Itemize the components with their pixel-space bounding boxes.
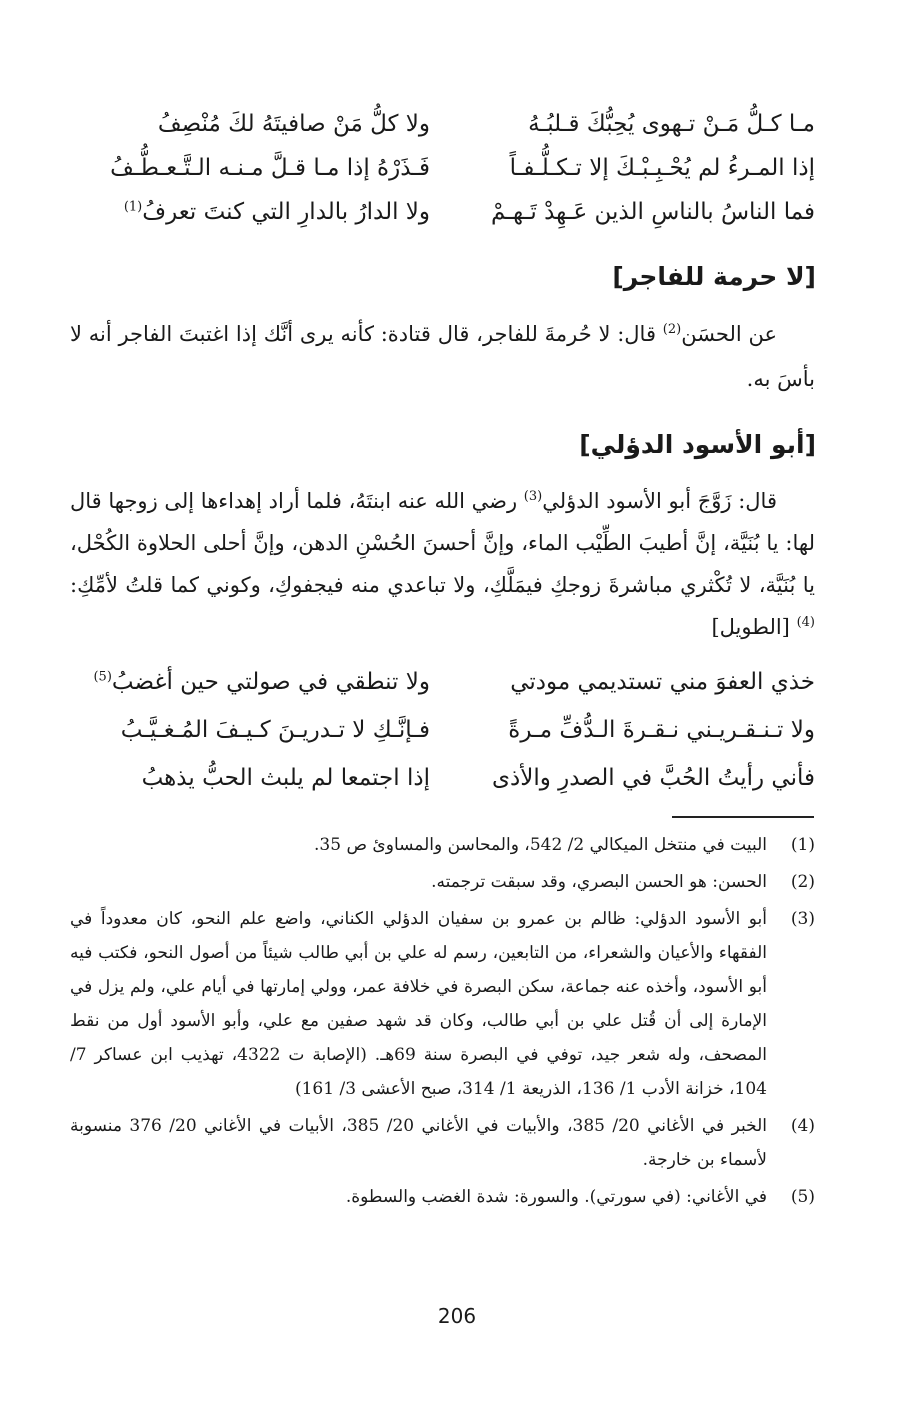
poem-block-2 <box>70 658 815 802</box>
footnote <box>70 828 815 862</box>
verse-second-hemistich <box>70 706 430 754</box>
footnote-marker: (1) <box>123 199 143 215</box>
footnote-marker: (3) <box>523 489 543 504</box>
footnote-text: الحسن: هو الحسن البصري، وقد سبقت ترجمته. <box>431 872 767 892</box>
paragraph-text: قال: لا حُرمةَ للفاجر، قال قتادة: كأنه يرى أنَّك إذا اغتبتَ الفاجر أنه لا بأسَ به. <box>70 322 815 391</box>
footnote-number: (1) <box>790 835 815 855</box>
footnote-number: (2) <box>790 872 815 892</box>
footnote <box>70 1109 815 1177</box>
verse <box>70 754 815 802</box>
hemistich-text: إذا اجتمعا لم يلبث الحبُّ يذهبُ <box>141 765 430 791</box>
verse <box>70 658 815 706</box>
verse-second-hemistich <box>70 102 430 146</box>
verse <box>70 706 815 754</box>
hemistich-text: ولا الدارُ بالدارِ التي كنتَ تعرفُ <box>142 199 430 225</box>
footnote <box>70 865 815 899</box>
verse <box>70 146 815 190</box>
hemistich-text: ولا كلُّ مَنْ صافيتَهُ لكَ مُنْصِفُ <box>157 111 430 137</box>
body-paragraph <box>70 480 815 648</box>
verse-second-hemistich <box>70 146 430 190</box>
footnotes <box>70 828 815 1217</box>
verse <box>70 102 815 146</box>
verse-second-hemistich <box>70 658 430 706</box>
footnote-text: البيت في منتخل الميكالي 2/ 542، والمحاسن والمساوئ ص 35. <box>314 835 767 855</box>
hemistich-text: فَـذَرْهُ إذا مـا قـلَّ مـنـه الـتَّـعـطُّـفُ <box>110 155 430 181</box>
verse-first-hemistich: ولا تـنـقـريـني نـقـرةَ الـدُّفِّ مـرةً <box>508 717 815 743</box>
footnote-text: أبو الأسود الدؤلي: ظالم بن عمرو بن سفيان الدؤلي الكناني، واضع علم النحو، كان معدوداً في الفقهاء والأعيان والشعراء، من التابعين، رسم له علي بن أبي طالب شيئاً من أصول النحو، فكتب فيه أبو الأسود، وأخذه عنه جماعة، سكن البصرة في خلافة عمر، وولي إمارتها في أيام علي، ولم يزل في الإمارة إلى أن قُتل علي بن أبي طالب، وكان قد شهد صفين مع علي، وأبو الأسود أول من نقط المصحف، وله شعر جيد، توفي في البصرة سنة 69هـ. (الإصابة ت 4322، تهذيب ابن عساكر 7/ 104، خزانة الأدب 1/ 136، الذريعة 1/ 314، صبح الأعشى 3/ 161) <box>70 909 768 1099</box>
verse-first-hemistich: إذا المـرءُ لم يُحْـبِـبْـكَ إلا تـكـلُّـفـاً <box>509 155 815 181</box>
section-heading: [لا حرمة للفاجر] <box>612 262 816 291</box>
footnote-separator <box>672 816 814 818</box>
footnote-number: (5) <box>790 1187 815 1207</box>
footnote-marker: (4) <box>796 615 815 630</box>
paragraph-text: رضي الله عنه ابنتَهُ، فلما أراد إهداءها إلى زوجها قال لها: يا بُنَيَّة، إنَّ أطيبَ الطِّيْب الماء، وإنَّ أحسنَ الحُسْنِ الدهن، وإنَّ أحلى الحلاوة الكُحْل، يا بُنَيَّة، لا تُكْثري مباشرةَ زوجكِ فيمَلَّكِ، ولا تباعدي منه فيجفوكِ، وكوني كما قلتُ لأمِّكِ: <box>70 489 815 597</box>
footnote-number: (3) <box>790 909 815 929</box>
footnote <box>70 902 815 1106</box>
hemistich-text: ولا تنطقي في صولتي حين أغضبُ <box>111 669 430 695</box>
paragraph-text: قال: زَوَّجَ أبو الأسود الدؤلي <box>542 489 777 513</box>
footnote-text: الخبر في الأغاني 20/ 385، والأبيات في الأغاني 20/ 385، الأبيات في الأغاني 20/ 376 منسوبة لأسماء بن خارجة. <box>70 1116 767 1170</box>
body-paragraph <box>70 312 815 402</box>
footnote-marker: (5) <box>93 669 112 685</box>
hemistich-text: فـإنَّـكِ لا تـدريـنَ كـيـفَ المُـغـيَّـبُ <box>120 717 430 743</box>
section-heading: [أبو الأسود الدؤلي] <box>579 430 816 459</box>
verse-second-hemistich <box>70 190 430 234</box>
paragraph-text: عن الحسَن <box>681 322 777 346</box>
verse-first-hemistich: خذي العفوَ مني تستديمي مودتي <box>510 669 815 695</box>
verse-first-hemistich: مـا كـلُّ مَـنْ تـهوى يُحِبُّكَ قـلبُـهُ <box>528 111 815 137</box>
footnote <box>70 1180 815 1214</box>
page-number: 206 <box>437 1304 477 1328</box>
meter-label: [الطويل] <box>711 615 797 639</box>
verse-second-hemistich <box>70 754 430 802</box>
footnote-marker: (2) <box>662 322 682 337</box>
verse-first-hemistich: فأني رأيتُ الحُبَّ في الصدرِ والأذى <box>492 765 815 791</box>
footnote-text: في الأغاني: (في سورتي). والسورة: شدة الغضب والسطوة. <box>345 1187 767 1207</box>
poem-block-1 <box>70 102 815 234</box>
verse <box>70 190 815 234</box>
verse-first-hemistich: فما الناسُ بالناسِ الذين عَـهِدْ تَـهـمْ <box>490 199 815 225</box>
footnote-number: (4) <box>790 1116 815 1136</box>
